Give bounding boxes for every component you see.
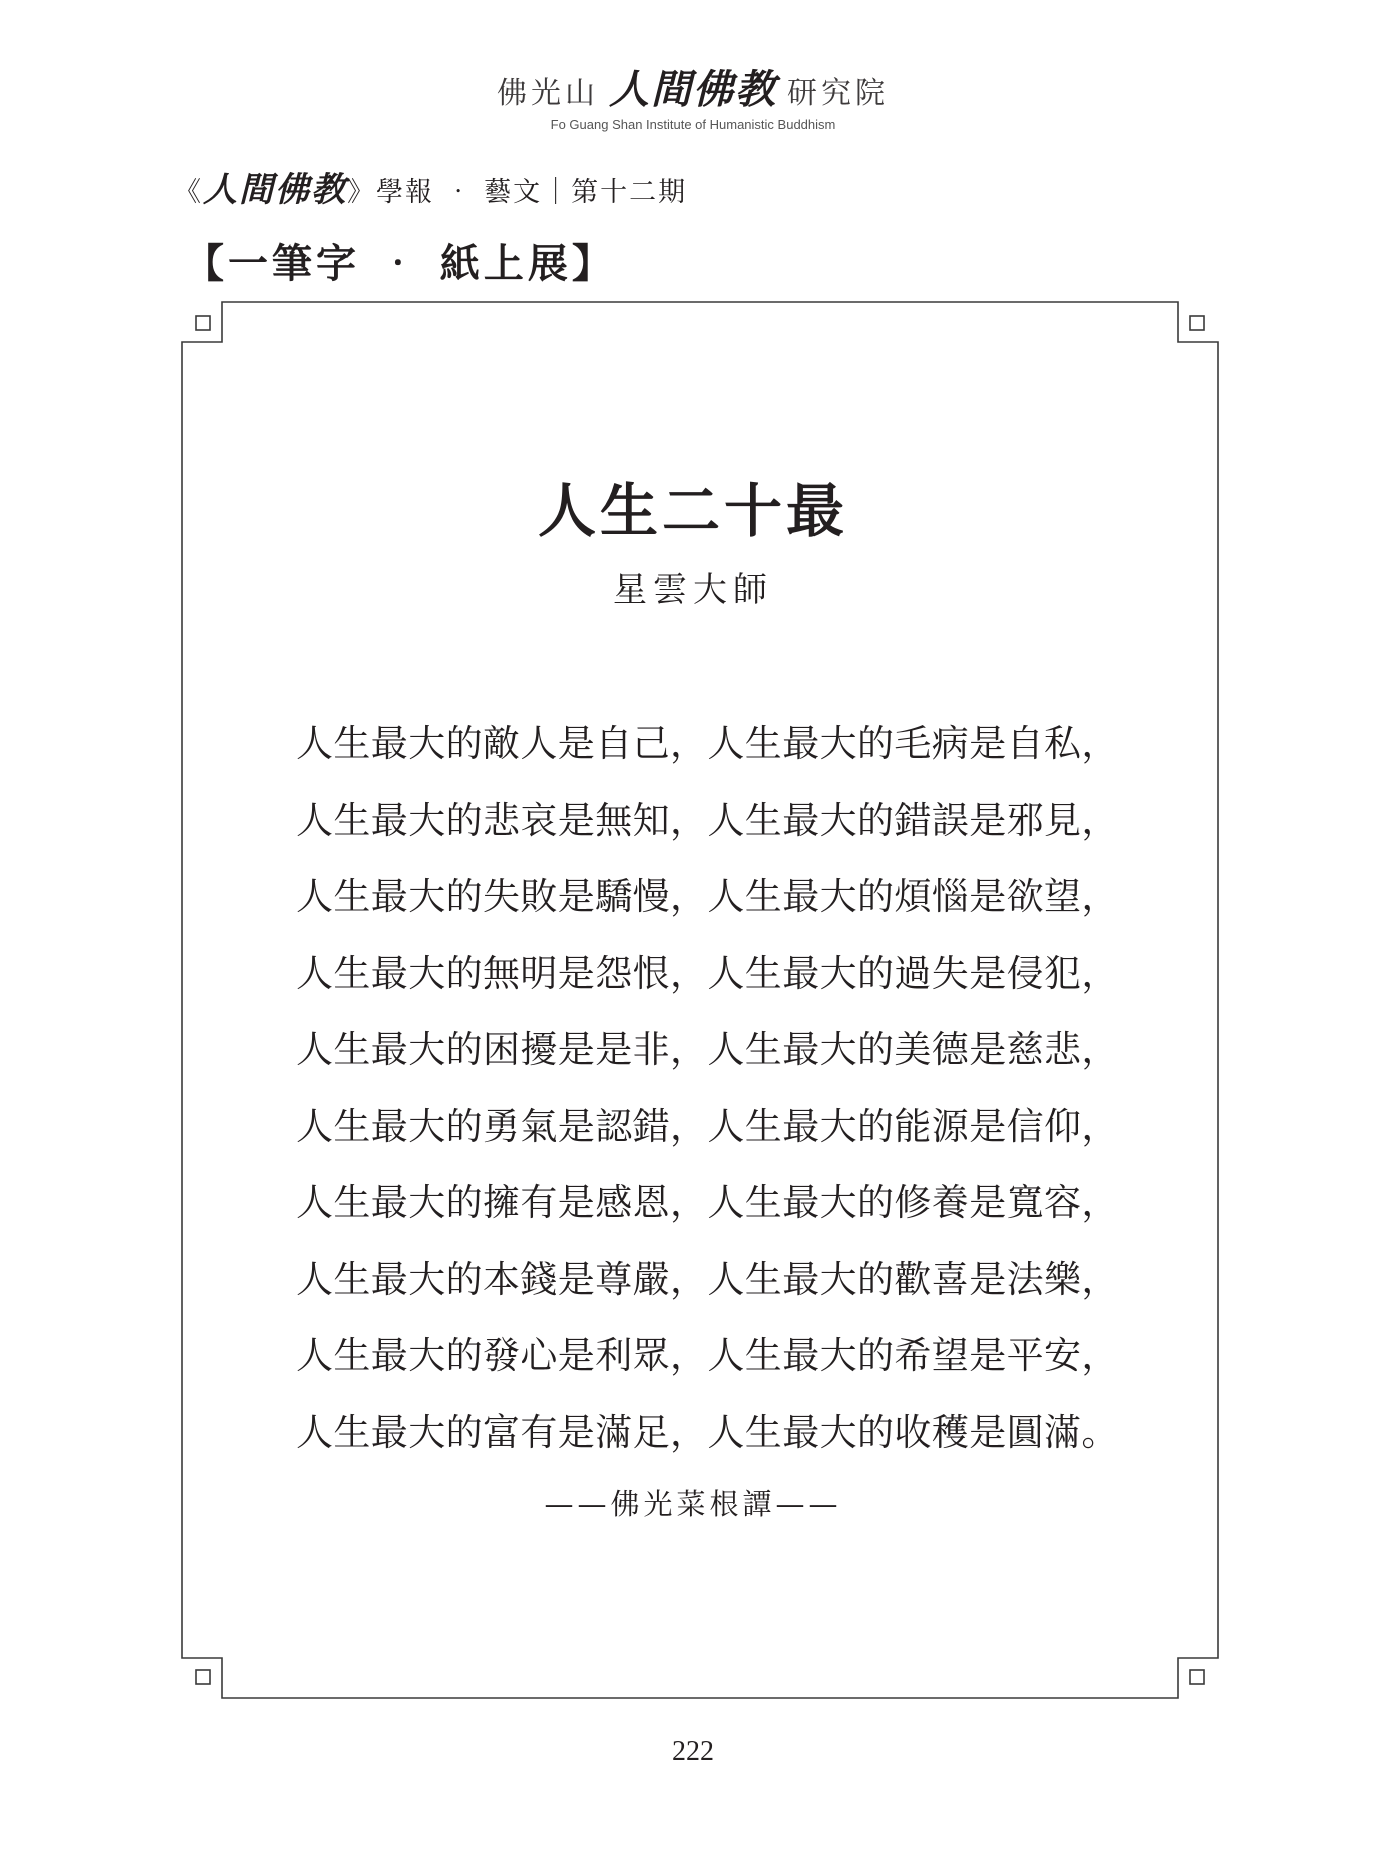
journal-open-bracket: 《 bbox=[174, 177, 203, 208]
poem-line: 人生最大的富有是滿足，人生最大的收穫是圓滿。 bbox=[296, 1410, 1119, 1454]
frame-corner-ornament-tr bbox=[1190, 316, 1204, 330]
institute-suffix: 研究院 bbox=[787, 76, 889, 111]
poem-line: 人生最大的悲哀是無知，人生最大的錯誤是邪見， bbox=[296, 798, 1119, 842]
frame-corner-ornament-bl bbox=[196, 1670, 210, 1684]
section-title: 【一筆字 ‧ 紙上展】 bbox=[184, 240, 616, 287]
page-number: 222 bbox=[672, 1736, 714, 1767]
poem-line: 人生最大的敵人是自己，人生最大的毛病是自私， bbox=[296, 722, 1119, 765]
poem-line: 人生最大的發心是利眾，人生最大的希望是平安， bbox=[296, 1334, 1119, 1377]
poem-line: 人生最大的無明是怨恨，人生最大的過失是侵犯， bbox=[296, 951, 1119, 995]
journal-brand-logo: 人間佛教 bbox=[203, 170, 347, 210]
institute-brand-logo: 人間佛教 bbox=[609, 67, 777, 113]
poem-author: 星雲大師 bbox=[613, 570, 773, 610]
poem-body bbox=[296, 716, 1119, 1481]
poem-line: 人生最大的擁有是感恩，人生最大的修養是寬容， bbox=[296, 1181, 1119, 1224]
poem-source: ——佛光菜根譚—— bbox=[544, 1487, 842, 1521]
institute-prefix: 佛光山 bbox=[497, 76, 599, 111]
frame-corner-ornament-br bbox=[1190, 1670, 1204, 1684]
poem-line: 人生最大的困擾是是非，人生最大的美德是慈悲， bbox=[296, 1028, 1119, 1071]
poem-title: 人生二十最 bbox=[537, 477, 848, 545]
poem-line: 人生最大的失敗是驕慢，人生最大的煩惱是欲望， bbox=[296, 875, 1119, 918]
frame-corner-ornament-tl bbox=[196, 316, 210, 330]
poem-line: 人生最大的勇氣是認錯，人生最大的能源是信仰， bbox=[296, 1104, 1119, 1148]
poem-line: 人生最大的本錢是尊嚴，人生最大的歡喜是法樂， bbox=[296, 1257, 1119, 1301]
journal-issue: 》學報 ‧ 藝文｜第十二期 bbox=[347, 177, 688, 208]
institute-english-name: Fo Guang Shan Institute of Humanistic Buddhism bbox=[550, 117, 836, 132]
